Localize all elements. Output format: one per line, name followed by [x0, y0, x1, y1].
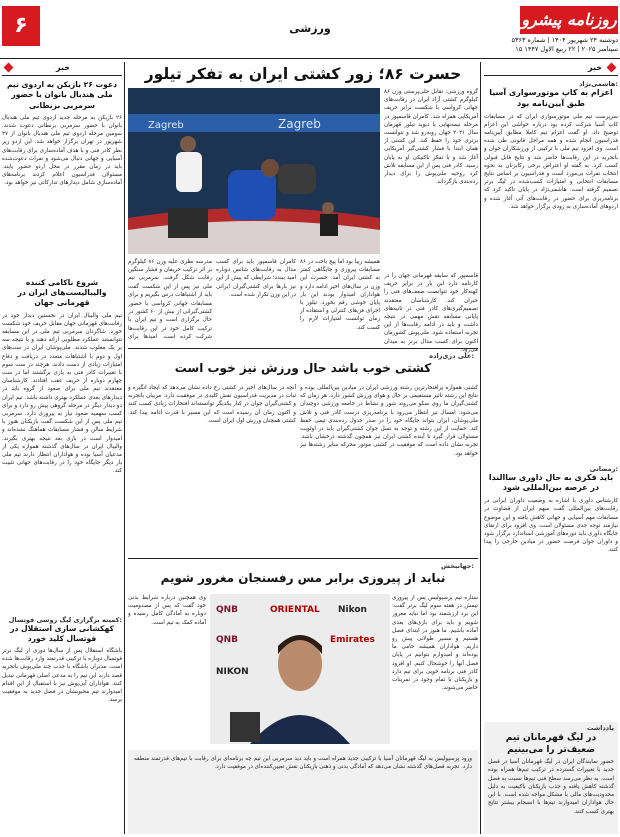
- column-divider-right: [480, 62, 481, 834]
- lead-col-4: [128, 258, 212, 340]
- left-news-label: خبر: [55, 63, 70, 72]
- bottom-note-box: [128, 750, 478, 834]
- football-kicker: جهانبخش:: [441, 562, 474, 570]
- banner-text: Zagreb: [278, 117, 321, 131]
- sponsor-text-6: NIKON: [216, 667, 249, 677]
- lead-body-5: مدرسه نظری علیه وزن ۸۶ کیلوگرم بر اثر ترکیب حریفان و فشار سنگین رقابت شکل گرفت. سرمربی تیم ملی نیز پس از این شکست گفت باید از اشتباهات درس بگیریم و برای: [128, 259, 212, 298]
- football-body: ستاره تیم پرسپولیس پس از پیروزی تیمش در هفته سوم لیگ برتر گفت: این برد ارزشمند بود اما نباید مغرور شویم و باید برای بازی‌های بعدی آماده باشیم. ما هنوز در ابتدای فصل هستیم و مسیر طولانی پیش رو داریم. هواداران همیشه حامی ما بوده‌اند و امیدوارم بتوانیم در پایان فصل آنها را خوشحال کنیم. او افزود کادر فنی برنامه خوبی برای تیم دارد و بازیکنان با تمام وجود در تمرینات حاضر می‌شوند.: [392, 595, 478, 692]
- note-body: کشتی همواره پرافتخارترین رشته ورزشی ایران در میادین بین‌المللی بوده و نتایج این رشته تاثیر مستقیمی بر حال و هوای ورزش کشور دارد. هر زمان که کشتی‌گیران ما روی سکو می‌روند شور و نشاط در جامعه ورزشی دوچندان می‌شود. امسال نیز انتظار می‌رود با برنامه‌ریزی درست کادر فنی و تلاش ملی‌پوشان، ایران بتواند جایگاه خود را در صدر جدول رده‌بندی تیمی حفظ کند. حمایت از این رشته و توجه به نسل جوان کشتی‌گیران باید در اولویت مسئولان قرار گیرد تا آینده کشتی ایران نیز همچون گذشته درخشان باشد. تجربه نشان داده است که موفقیت در کشتی موتور محرکه سایر رشته‌ها نیز خواهد بود.: [300, 385, 478, 457]
- newspaper-logo: روزنامه پیشرو: [520, 6, 618, 34]
- football-body-2: وی همچنین درباره شرایط بدنی خود گفت که پس از مصدومیت دوباره به آمادگی کامل رسیده و آماده کمک به تیم است.: [128, 595, 206, 626]
- left-column: [2, 80, 122, 757]
- section-title: ورزشی: [289, 22, 331, 35]
- sponsor-text-1: QNB: [216, 605, 239, 615]
- note-col-2: [128, 384, 296, 554]
- sponsor-text-4: QNB: [216, 635, 239, 645]
- story2-body: کارشناس داوری با اشاره به وضعیت داوران ایرانی در رقابت‌های بین‌المللی گفت سهم ایران از قضاوت در مسابقات مهم آسیایی و جهانی کاهش یافته و این موضوع نیازمند توجه جدی مسئولان است. وی افزود برای ارتقای جایگاه داوری باید دوره‌های آموزشی استاندارد برگزار شود و داوران جوان فرصت حضور در میادین خارجی را پیدا کنند.: [484, 498, 618, 554]
- story3-kicker: یادداشت: [586, 724, 614, 732]
- lead-col-1: [384, 88, 478, 380]
- note-story: [128, 352, 478, 376]
- story1-kicker: هاشمی‌نژاد:: [579, 80, 618, 88]
- issue-dates: [400, 36, 618, 54]
- divider-main-2: [128, 558, 478, 559]
- left-story2-title: شروع ناکامی کننده والیبالیست‌های ایران در قهرمانی جهان: [17, 277, 107, 308]
- bottom-note-body: ورود پرسپولیس به لیگ قهرمانان آسیا با ترکیبی جدید همراه است و باید دید سرمربی این تیم چه برنامه‌ای برای رقابت با تیم‌های قدرتمند منطقه دارد. تجربه فصل‌های گذشته نشان می‌دهد که آمادگی بدنی و ذهنی بازیکنان نقش تعیین‌کننده‌ای در موفقیت دارد.: [134, 756, 472, 771]
- note-col-1: [300, 384, 478, 554]
- left-story1-title: دعوت ۲۶ بازیکن به اردوی تیم ملی هندبال بانوان با حضور سرمربی بزنطانی: [6, 80, 118, 110]
- wrestling-photo: [128, 88, 380, 254]
- left-story3-title: کهکشانی سازی استقلال در فوتسال کلید خورد: [10, 623, 114, 643]
- left-story2-body: تیم ملی والیبال ایران در نخستین دیدار خود در رقابت‌های قهرمانی جهان مقابل حریف خود شکست خورد. شاگردان سرمربی تیم ملی در این مسابقه نتوانستند عملکرد مطلوبی ارائه دهند و با نتیجه سه بر یک مغلوب شدند. ملی‌پوشان ایران در ست‌های اول و دوم با اشتباهات متعدد در دریافت و دفاع امتیازات زیادی از دست دادند. هرچند در ست سوم با تغییرات کادر فنی به بازی برگشتند اما در ست چهارم دوباره از حریف عقب افتادند. کارشناسان معتقدند تیم ملی برای صعود از گروه باید در دیدارهای بعدی عملکرد بهتری داشته باشد. تیم ایران دو دیدار دیگر در مرحله گروهی پیش رو دارد و برای کسب سهمیه صعود نیاز به پیروزی دارد. سرمربی تیم ملی پس از این شکست گفت بازیکنان هنوز با شرایط سالن و فشار مسابقات هماهنگ نشده‌اند و امیدوار است در بازی بعد نتیجه بهتری بگیرند. والیبال ایران در سال‌های گذشته همواره یکی از مدعیان آسیا بوده و هواداران انتظار دارند تیم ملی بار دیگر جایگاه خود را در رقابت‌های جهانی تثبیت کند.: [2, 312, 122, 475]
- story3-body: حضور نمایندگان ایران در لیگ قهرمانان آسیا در فصل جدید با تغییرات گسترده در ترکیب تیم‌ها همراه بوده است. به نظر می‌رسد سطح فنی تیم‌ها نسبت به فصل گذشته کاهش یافته و جذب بازیکنان باکیفیت به دلیل محدودیت‌های مالی با مشکل مواجه شده است. با این حال هواداران امیدوارند تیم‌ها با انسجام بیشتر نتایج بهتری کسب کنند.: [488, 759, 614, 815]
- main-headline: حسرت ۸۶؛ زور کشتی ایران به تفکر تیلور: [144, 65, 462, 83]
- sponsor-text-5: Emirates: [330, 635, 375, 645]
- diamond-icon: [4, 63, 14, 73]
- diamond-icon: [607, 63, 617, 73]
- left-story1-body: ۲۶ بازیکن به مرحله جدید اردوی تیم ملی هندبال بانوان با حضور سرمربی بزنطانی دعوت شدند. سومین مرحله اردوی تیم ملی هندبال بانوان از ۲۷ شهریور در تهران برگزار خواهد شد. این اردو زیر نظر کادر فنی و با هدف آماده‌سازی برای رقابت‌های آسیایی و جهانی دنبال می‌شود و نفرات دعوت‌شده باید در زمان مقرر در محل اردو حضور یابند. مسئولان فدراسیون اعلام کردند برنامه‌های آماده‌سازی شامل دیدارهای تدارکاتی نیز خواهد بود.: [2, 114, 122, 187]
- sponsor-text-2: ORIENTAL: [270, 605, 320, 615]
- page-header: [0, 0, 620, 59]
- column-divider-left: [124, 62, 125, 834]
- banner-text-2: Zagreb: [148, 120, 184, 131]
- football-story: [128, 562, 478, 586]
- lead-body: گروه ورزشی: تقابل حلی‌پرستی وزن ۸۶ کیلوگرم کشتی آزاد ایران در رقابت‌های جهانی کرواسی با شکست برابر حریف آمریکایی همراه شد. کامران قاسمپور در مرحله نیمه‌نهایی با دیوید تیلور قهرمان سال ۲۰۲۱ جهان روبه‌رو شد و نتوانست برتری خود را حفظ کند. این کشتی از همان ابتدا با فشار کشتی‌گیر آمریکایی آغاز شد و با تفکر تاکتیکی او به پایان رسید. کادر فنی پس از این مسابقه تلاش کرد روحیه ملی‌پوش را برای دیدار رده‌بندی بازگرداند.: [384, 89, 478, 186]
- story1-body: سرپرست تیم ملی موتورسواری ایران که در مسابقات کاپ آسیا شرکت کرده بود درباره حواشی این اعزام توضیح داد. او گفت اعزام تیم کاملا مطابق آیین‌نامه فدراسیون انجام شده و همه مراحل قانونی طی شده است. وی افزود تیم ملی با ترکیبی از ورزشکاران جوان و باتجربه در این رقابت‌ها حاضر شد و نتایج قابل قبولی کسب کرد. به گفته او اعتراض برخی رکابزنان به نحوه انتخاب نفرات بی‌مورد است و فدراسیون بر اساس نتایج مسابقات انتخابی و امتیازات کسب‌شده در لیگ برتر تصمیم گرفته است. هاشمی‌نژاد در پایان تاکید کرد که برنامه‌ریزی برای حضور در رقابت‌های آتی آغاز شده و اردوهای آماده‌سازی به زودی برگزار خواهد شد.: [484, 113, 618, 210]
- issue-date-persian: دوشنبه ۲۴ شهریور ۱۴۰۴ | شماره ۵۳۶۳: [511, 36, 618, 44]
- left-story3-kicker: کمیته برگزاری لیگ روسی فوتسال:: [8, 615, 122, 624]
- note-body-2: آنچه در سال‌های اخیر در کشتی رخ داده نشان می‌دهد که ایجاد انگیزه و ثبات در مدیریت فدراسیون نقش کلیدی در موفقیت دارد. مربیان باتجربه و کشتی‌گیران جوان در کنار یکدیگر توانسته‌اند افتخارات زیادی کسب کنند و اکنون زمان آن رسیده است که این مسیر با قدرت ادامه پیدا کند. کشتی همچنان ورزش اول ایران است.: [128, 385, 296, 424]
- story2-kicker: رمضانی:: [589, 464, 618, 473]
- news-label: خبر: [587, 63, 602, 72]
- right-column: [484, 80, 618, 675]
- story2-title: باید فکری به حال داوری ساالندا در عرصه بین‌المللی شود: [488, 472, 614, 493]
- story1-title: اعزام به کاپ موتورسواری آسیا طبق آیین‌نامه بود: [489, 88, 613, 108]
- issue-date-gregorian: ۱۵ سپتامبر ۲۰۲۵ | ۲۲ ربیع الاول ۱۴۴۷: [515, 45, 618, 53]
- divider-main-1: [128, 348, 478, 349]
- note-kicker: علی دری‌زاده:: [429, 352, 474, 360]
- page-number: ۶: [2, 6, 40, 46]
- story3-title: در لیگ قهرمانان تیم ضعیف‌تر را می‌بینیم: [505, 733, 597, 756]
- player-photo-illustration: [210, 594, 390, 744]
- player-photo: [210, 594, 390, 744]
- note-title: کشتی خوب باشد حال ورزش نیز خوب است: [174, 361, 432, 375]
- lead-col-2: [300, 258, 380, 340]
- left-column-header: [2, 62, 122, 76]
- football-col-1: [392, 594, 478, 744]
- sponsor-text-3: Nikon: [338, 605, 367, 615]
- right-bottom-box: [484, 722, 618, 834]
- lead-body-3: همیشه زیبا بود اما پیچ باخت در ۸۶ مسابقات پیروزی و جایگاهی کمتر به کشتی ایران آمد. حسرت این وزن در سال‌های اخیر ادامه دارد و هواداران امیدوار بودند این بار پایان خوشی رقم بخورد. تیلور با اجرای فن‌های کنترلی و استفاده از زمان توانست امتیازات لازم را کسب کند.: [300, 259, 380, 331]
- lead-body-4: کامران قاسمپور باید برای کسب مدال به رقابت‌های شانس دوباره امید ببندد؛ شرایطی که پیش از این نیز بارها برای کشتی‌گیران ایرانی در این وزن تکرار شده است.: [216, 259, 296, 298]
- football-title: نباید از پیروزی برابر مس رفسنجان مغرور شویم: [160, 571, 446, 585]
- football-col-2: [128, 594, 206, 744]
- lead-col-3: [216, 258, 296, 340]
- lead-body-6: مسابقات جهانی کرواسی با حضور کشتی‌گیرانی از بیش از ۶۰ کشور در حال برگزاری است و تیم ایران با ترکیب کامل خود در این رقابت‌ها شرکت کرده است. امیدها برای: [128, 301, 212, 340]
- lead-body-2: قاسمپور که سابقه قهرمانی جهان را در کارنامه دارد این بار در برابر حریف کهنه‌کار خود نتوانست ضعف‌های فنی را جبران کند. کارشناسان معتقدند تصمیم‌گیری‌های کادر فنی در ثانیه‌های پایانی مسابقه نقش مهمی در نتیجه داشت و باید در ادامه رقابت‌ها از این تجربه استفاده شود. ملی‌پوش کشورمان اکنون برای کسب مدال برنز به میدان می‌رود.: [384, 273, 478, 353]
- left-story3-body: باشگاه استقلال پس از سال‌ها دوری از لیگ برتر فوتسال دوباره با ترکیبی قدرتمند وارد رقابت‌ها شده است. مدیران باشگاه با جذب چند ملی‌پوش باتجربه قصد دارند این تیم را به مدعی اصلی قهرمانی تبدیل کنند. هواداران آبی‌پوش نیز با استقبال از این اقدام امیدوارند تیم محبوبشان در فصل جدید به موفقیت برسد.: [2, 648, 122, 704]
- right-column-header: [484, 62, 618, 76]
- wrestling-photo-illustration: [128, 88, 380, 254]
